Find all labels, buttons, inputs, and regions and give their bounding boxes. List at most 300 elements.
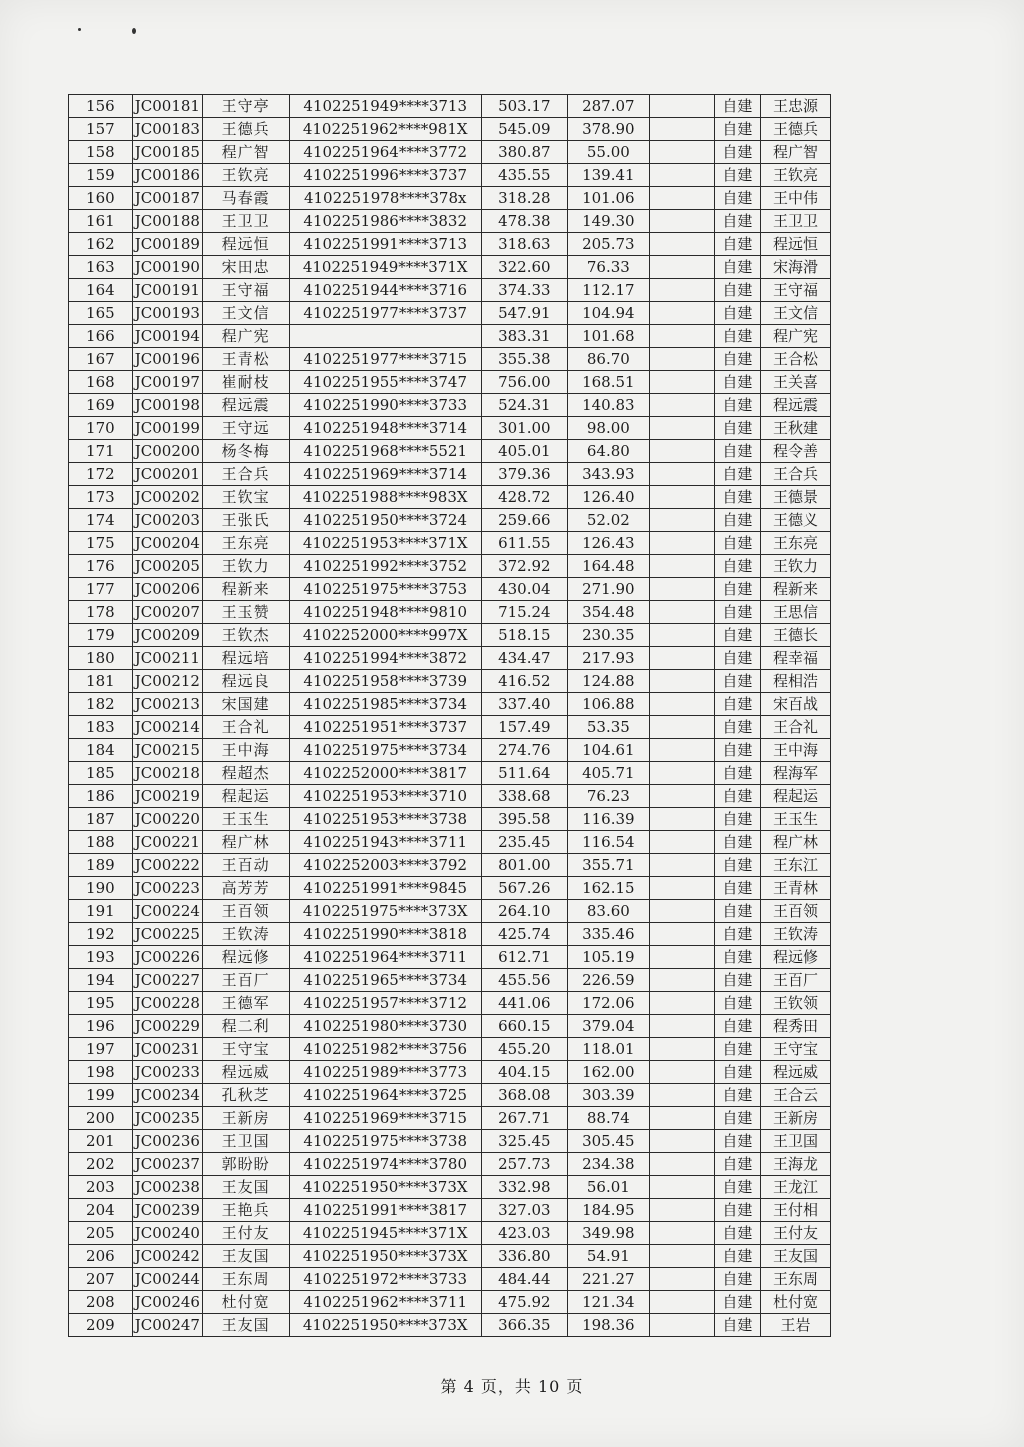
id-number: 4102251953****3738	[289, 808, 481, 831]
parcel-code: JC00187	[132, 187, 202, 210]
parcel-code: JC00237	[132, 1153, 202, 1176]
construction-type: 自建	[714, 1291, 761, 1314]
representative-name: 王东亮	[761, 532, 831, 555]
id-number: 4102251943****3711	[289, 831, 481, 854]
row-number: 181	[69, 670, 133, 693]
table-row	[69, 601, 831, 624]
parcel-code: JC00224	[132, 900, 202, 923]
construction-type: 自建	[714, 279, 761, 302]
blank-cell	[649, 509, 714, 532]
area-total: 383.31	[481, 325, 567, 348]
area-total: 715.24	[481, 601, 567, 624]
id-number: 4102251950****3724	[289, 509, 481, 532]
owner-name: 王守宝	[202, 1038, 289, 1061]
area-total: 318.28	[481, 187, 567, 210]
area-total: 257.73	[481, 1153, 567, 1176]
table-row	[69, 693, 831, 716]
blank-cell	[649, 164, 714, 187]
representative-name: 王海龙	[761, 1153, 831, 1176]
area-built: 121.34	[567, 1291, 649, 1314]
parcel-code: JC00201	[132, 463, 202, 486]
blank-cell	[649, 302, 714, 325]
construction-type: 自建	[714, 1222, 761, 1245]
blank-cell	[649, 877, 714, 900]
area-total: 366.35	[481, 1314, 567, 1337]
row-number: 197	[69, 1038, 133, 1061]
construction-type: 自建	[714, 923, 761, 946]
row-number: 158	[69, 141, 133, 164]
area-total: 374.33	[481, 279, 567, 302]
owner-name: 王张氏	[202, 509, 289, 532]
row-number: 191	[69, 900, 133, 923]
blank-cell	[649, 325, 714, 348]
row-number: 160	[69, 187, 133, 210]
representative-name: 程广宪	[761, 325, 831, 348]
blank-cell	[649, 417, 714, 440]
id-number: 4102251945****371X	[289, 1222, 481, 1245]
area-total: 518.15	[481, 624, 567, 647]
table-row	[69, 279, 831, 302]
area-total: 567.26	[481, 877, 567, 900]
area-total: 336.80	[481, 1245, 567, 1268]
area-built: 101.68	[567, 325, 649, 348]
parcel-code: JC00199	[132, 417, 202, 440]
table-row	[69, 969, 831, 992]
area-built: 116.54	[567, 831, 649, 854]
owner-name: 宋田忠	[202, 256, 289, 279]
representative-name: 王付友	[761, 1222, 831, 1245]
owner-name: 王东周	[202, 1268, 289, 1291]
owner-name: 程新来	[202, 578, 289, 601]
area-built: 76.33	[567, 256, 649, 279]
representative-name: 王德兵	[761, 118, 831, 141]
table-row	[69, 302, 831, 325]
blank-cell	[649, 463, 714, 486]
representative-name: 王青林	[761, 877, 831, 900]
owner-name: 程起运	[202, 785, 289, 808]
area-built: 305.45	[567, 1130, 649, 1153]
representative-name: 王中伟	[761, 187, 831, 210]
blank-cell	[649, 693, 714, 716]
table-row	[69, 1015, 831, 1038]
table-row	[69, 1245, 831, 1268]
parcel-code: JC00213	[132, 693, 202, 716]
area-total: 355.38	[481, 348, 567, 371]
table-row	[69, 1038, 831, 1061]
owner-name: 高芳芳	[202, 877, 289, 900]
id-number: 4102252000****997X	[289, 624, 481, 647]
owner-name: 王德军	[202, 992, 289, 1015]
blank-cell	[649, 624, 714, 647]
construction-type: 自建	[714, 1176, 761, 1199]
area-built: 343.93	[567, 463, 649, 486]
parcel-code: JC00200	[132, 440, 202, 463]
parcel-code: JC00223	[132, 877, 202, 900]
parcel-code: JC00215	[132, 739, 202, 762]
construction-type: 自建	[714, 969, 761, 992]
scan-speck	[78, 28, 81, 31]
table-row	[69, 670, 831, 693]
blank-cell	[649, 1015, 714, 1038]
parcel-code: JC00189	[132, 233, 202, 256]
blank-cell	[649, 1176, 714, 1199]
row-number: 171	[69, 440, 133, 463]
blank-cell	[649, 1199, 714, 1222]
blank-cell	[649, 601, 714, 624]
owner-name: 王百厂	[202, 969, 289, 992]
representative-name: 王秋建	[761, 417, 831, 440]
owner-name: 程广宪	[202, 325, 289, 348]
parcel-code: JC00242	[132, 1245, 202, 1268]
owner-name: 宋国建	[202, 693, 289, 716]
area-built: 140.83	[567, 394, 649, 417]
area-total: 524.31	[481, 394, 567, 417]
blank-cell	[649, 808, 714, 831]
parcel-code: JC00193	[132, 302, 202, 325]
blank-cell	[649, 256, 714, 279]
table-row	[69, 831, 831, 854]
area-built: 106.88	[567, 693, 649, 716]
id-number: 4102251964****3772	[289, 141, 481, 164]
area-built: 54.91	[567, 1245, 649, 1268]
representative-name: 王守福	[761, 279, 831, 302]
construction-type: 自建	[714, 785, 761, 808]
owner-name: 王友国	[202, 1314, 289, 1337]
area-total: 430.04	[481, 578, 567, 601]
parcel-code: JC00212	[132, 670, 202, 693]
area-total: 478.38	[481, 210, 567, 233]
id-number: 4102251986****3832	[289, 210, 481, 233]
area-total: 274.76	[481, 739, 567, 762]
area-built: 104.61	[567, 739, 649, 762]
id-number: 4102252003****3792	[289, 854, 481, 877]
area-total: 380.87	[481, 141, 567, 164]
construction-type: 自建	[714, 854, 761, 877]
construction-type: 自建	[714, 578, 761, 601]
blank-cell	[649, 1268, 714, 1291]
construction-type: 自建	[714, 1015, 761, 1038]
parcel-code: JC00218	[132, 762, 202, 785]
representative-name: 王友国	[761, 1245, 831, 1268]
parcel-code: JC00186	[132, 164, 202, 187]
table-row	[69, 417, 831, 440]
construction-type: 自建	[714, 1153, 761, 1176]
area-total: 545.09	[481, 118, 567, 141]
representative-name: 王合礼	[761, 716, 831, 739]
representative-name: 王卫卫	[761, 210, 831, 233]
construction-type: 自建	[714, 808, 761, 831]
owner-name: 马春霞	[202, 187, 289, 210]
table-row	[69, 578, 831, 601]
area-built: 405.71	[567, 762, 649, 785]
construction-type: 自建	[714, 509, 761, 532]
construction-type: 自建	[714, 394, 761, 417]
id-number: 4102251996****3737	[289, 164, 481, 187]
table-row	[69, 1107, 831, 1130]
table-row	[69, 1153, 831, 1176]
id-number: 4102251962****981X	[289, 118, 481, 141]
id-number: 4102251964****3725	[289, 1084, 481, 1107]
area-total: 301.00	[481, 417, 567, 440]
row-number: 187	[69, 808, 133, 831]
table-row	[69, 992, 831, 1015]
owner-name: 郭盼盼	[202, 1153, 289, 1176]
area-built: 164.48	[567, 555, 649, 578]
construction-type: 自建	[714, 532, 761, 555]
area-built: 349.98	[567, 1222, 649, 1245]
representative-name: 王百厂	[761, 969, 831, 992]
blank-cell	[649, 1314, 714, 1337]
row-number: 176	[69, 555, 133, 578]
owner-name: 程远良	[202, 670, 289, 693]
table-row	[69, 1291, 831, 1314]
parcel-code: JC00202	[132, 486, 202, 509]
blank-cell	[649, 348, 714, 371]
area-built: 162.15	[567, 877, 649, 900]
owner-name: 程远威	[202, 1061, 289, 1084]
representative-name: 程海军	[761, 762, 831, 785]
blank-cell	[649, 394, 714, 417]
row-number: 168	[69, 371, 133, 394]
area-built: 105.19	[567, 946, 649, 969]
table-row	[69, 1222, 831, 1245]
row-number: 203	[69, 1176, 133, 1199]
representative-name: 王龙江	[761, 1176, 831, 1199]
area-total: 455.20	[481, 1038, 567, 1061]
area-built: 226.59	[567, 969, 649, 992]
construction-type: 自建	[714, 440, 761, 463]
row-number: 164	[69, 279, 133, 302]
table-row	[69, 210, 831, 233]
parcel-code: JC00203	[132, 509, 202, 532]
area-total: 235.45	[481, 831, 567, 854]
construction-type: 自建	[714, 463, 761, 486]
representative-name: 王思信	[761, 601, 831, 624]
id-number: 4102251950****373X	[289, 1245, 481, 1268]
blank-cell	[649, 854, 714, 877]
owner-name: 王守亭	[202, 95, 289, 118]
row-number: 184	[69, 739, 133, 762]
id-number: 4102251975****3753	[289, 578, 481, 601]
table-row	[69, 256, 831, 279]
parcel-code: JC00236	[132, 1130, 202, 1153]
construction-type: 自建	[714, 1245, 761, 1268]
blank-cell	[649, 992, 714, 1015]
row-number: 178	[69, 601, 133, 624]
table-row	[69, 785, 831, 808]
id-number: 4102251949****3713	[289, 95, 481, 118]
table-row	[69, 164, 831, 187]
area-built: 124.88	[567, 670, 649, 693]
area-total: 404.15	[481, 1061, 567, 1084]
area-total: 441.06	[481, 992, 567, 1015]
parcel-code: JC00220	[132, 808, 202, 831]
row-number: 195	[69, 992, 133, 1015]
row-number: 205	[69, 1222, 133, 1245]
id-number: 4102251982****3756	[289, 1038, 481, 1061]
area-total: 372.92	[481, 555, 567, 578]
id-number: 4102251975****3734	[289, 739, 481, 762]
construction-type: 自建	[714, 601, 761, 624]
construction-type: 自建	[714, 486, 761, 509]
construction-type: 自建	[714, 555, 761, 578]
row-number: 169	[69, 394, 133, 417]
owner-name: 王守福	[202, 279, 289, 302]
parcel-code: JC00226	[132, 946, 202, 969]
table-row	[69, 555, 831, 578]
id-number: 4102251958****3739	[289, 670, 481, 693]
area-built: 126.43	[567, 532, 649, 555]
area-total: 511.64	[481, 762, 567, 785]
row-number: 198	[69, 1061, 133, 1084]
construction-type: 自建	[714, 256, 761, 279]
area-built: 172.06	[567, 992, 649, 1015]
construction-type: 自建	[714, 371, 761, 394]
row-number: 199	[69, 1084, 133, 1107]
construction-type: 自建	[714, 831, 761, 854]
blank-cell	[649, 279, 714, 302]
blank-cell	[649, 1245, 714, 1268]
id-number: 4102251985****3734	[289, 693, 481, 716]
id-number: 4102251969****3714	[289, 463, 481, 486]
area-built: 355.71	[567, 854, 649, 877]
owner-name: 杜付宽	[202, 1291, 289, 1314]
id-number: 4102251994****3872	[289, 647, 481, 670]
row-number: 174	[69, 509, 133, 532]
parcel-code: JC00198	[132, 394, 202, 417]
owner-name: 杨冬梅	[202, 440, 289, 463]
parcel-code: JC00194	[132, 325, 202, 348]
id-number: 4102251953****3710	[289, 785, 481, 808]
construction-type: 自建	[714, 762, 761, 785]
row-number: 185	[69, 762, 133, 785]
area-built: 64.80	[567, 440, 649, 463]
table-row	[69, 647, 831, 670]
row-number: 192	[69, 923, 133, 946]
table-row	[69, 486, 831, 509]
area-built: 234.38	[567, 1153, 649, 1176]
id-number: 4102251972****3733	[289, 1268, 481, 1291]
area-built: 88.74	[567, 1107, 649, 1130]
id-number: 4102251977****3737	[289, 302, 481, 325]
id-number: 4102251990****3733	[289, 394, 481, 417]
construction-type: 自建	[714, 233, 761, 256]
row-number: 194	[69, 969, 133, 992]
construction-type: 自建	[714, 417, 761, 440]
table-row	[69, 371, 831, 394]
area-total: 611.55	[481, 532, 567, 555]
construction-type: 自建	[714, 739, 761, 762]
blank-cell	[649, 118, 714, 141]
row-number: 157	[69, 118, 133, 141]
construction-type: 自建	[714, 624, 761, 647]
blank-cell	[649, 923, 714, 946]
construction-type: 自建	[714, 992, 761, 1015]
row-number: 175	[69, 532, 133, 555]
representative-name: 程远恒	[761, 233, 831, 256]
id-number: 4102251950****373X	[289, 1176, 481, 1199]
row-number: 206	[69, 1245, 133, 1268]
blank-cell	[649, 141, 714, 164]
construction-type: 自建	[714, 1199, 761, 1222]
row-number: 161	[69, 210, 133, 233]
area-total: 325.45	[481, 1130, 567, 1153]
id-number: 4102251950****373X	[289, 1314, 481, 1337]
blank-cell	[649, 1084, 714, 1107]
representative-name: 宋海滑	[761, 256, 831, 279]
page-footer: 第 4 页，共 10 页	[440, 1377, 584, 1396]
construction-type: 自建	[714, 164, 761, 187]
blank-cell	[649, 440, 714, 463]
table-row	[69, 923, 831, 946]
construction-type: 自建	[714, 1084, 761, 1107]
area-total: 318.63	[481, 233, 567, 256]
table-row	[69, 141, 831, 164]
owner-name: 王合兵	[202, 463, 289, 486]
id-number: 4102251944****3716	[289, 279, 481, 302]
representative-name: 王关喜	[761, 371, 831, 394]
area-total: 264.10	[481, 900, 567, 923]
representative-name: 王钦亮	[761, 164, 831, 187]
construction-type: 自建	[714, 302, 761, 325]
table-row	[69, 1176, 831, 1199]
area-built: 101.06	[567, 187, 649, 210]
table-row	[69, 716, 831, 739]
representative-name: 程广林	[761, 831, 831, 854]
area-built: 118.01	[567, 1038, 649, 1061]
area-built: 56.01	[567, 1176, 649, 1199]
table-row	[69, 808, 831, 831]
representative-name: 王东周	[761, 1268, 831, 1291]
area-built: 126.40	[567, 486, 649, 509]
area-built: 139.41	[567, 164, 649, 187]
construction-type: 自建	[714, 141, 761, 164]
blank-cell	[649, 1222, 714, 1245]
area-built: 52.02	[567, 509, 649, 532]
blank-cell	[649, 969, 714, 992]
owner-name: 王玉赞	[202, 601, 289, 624]
area-built: 116.39	[567, 808, 649, 831]
construction-type: 自建	[714, 693, 761, 716]
id-number: 4102251989****3773	[289, 1061, 481, 1084]
area-total: 157.49	[481, 716, 567, 739]
owner-name: 王中海	[202, 739, 289, 762]
parcel-code: JC00181	[132, 95, 202, 118]
blank-cell	[649, 578, 714, 601]
representative-name: 王德景	[761, 486, 831, 509]
row-number: 196	[69, 1015, 133, 1038]
construction-type: 自建	[714, 1107, 761, 1130]
row-number: 170	[69, 417, 133, 440]
area-total: 503.17	[481, 95, 567, 118]
row-number: 165	[69, 302, 133, 325]
id-number: 4102251975****3738	[289, 1130, 481, 1153]
table-row	[69, 946, 831, 969]
row-number: 209	[69, 1314, 133, 1337]
row-number: 177	[69, 578, 133, 601]
row-number: 186	[69, 785, 133, 808]
id-number: 4102251951****3737	[289, 716, 481, 739]
representative-name: 程远修	[761, 946, 831, 969]
land-register-table	[68, 94, 831, 1337]
area-built: 379.04	[567, 1015, 649, 1038]
representative-name: 程广智	[761, 141, 831, 164]
representative-name: 宋百战	[761, 693, 831, 716]
row-number: 182	[69, 693, 133, 716]
owner-name: 王百领	[202, 900, 289, 923]
row-number: 193	[69, 946, 133, 969]
row-number: 200	[69, 1107, 133, 1130]
